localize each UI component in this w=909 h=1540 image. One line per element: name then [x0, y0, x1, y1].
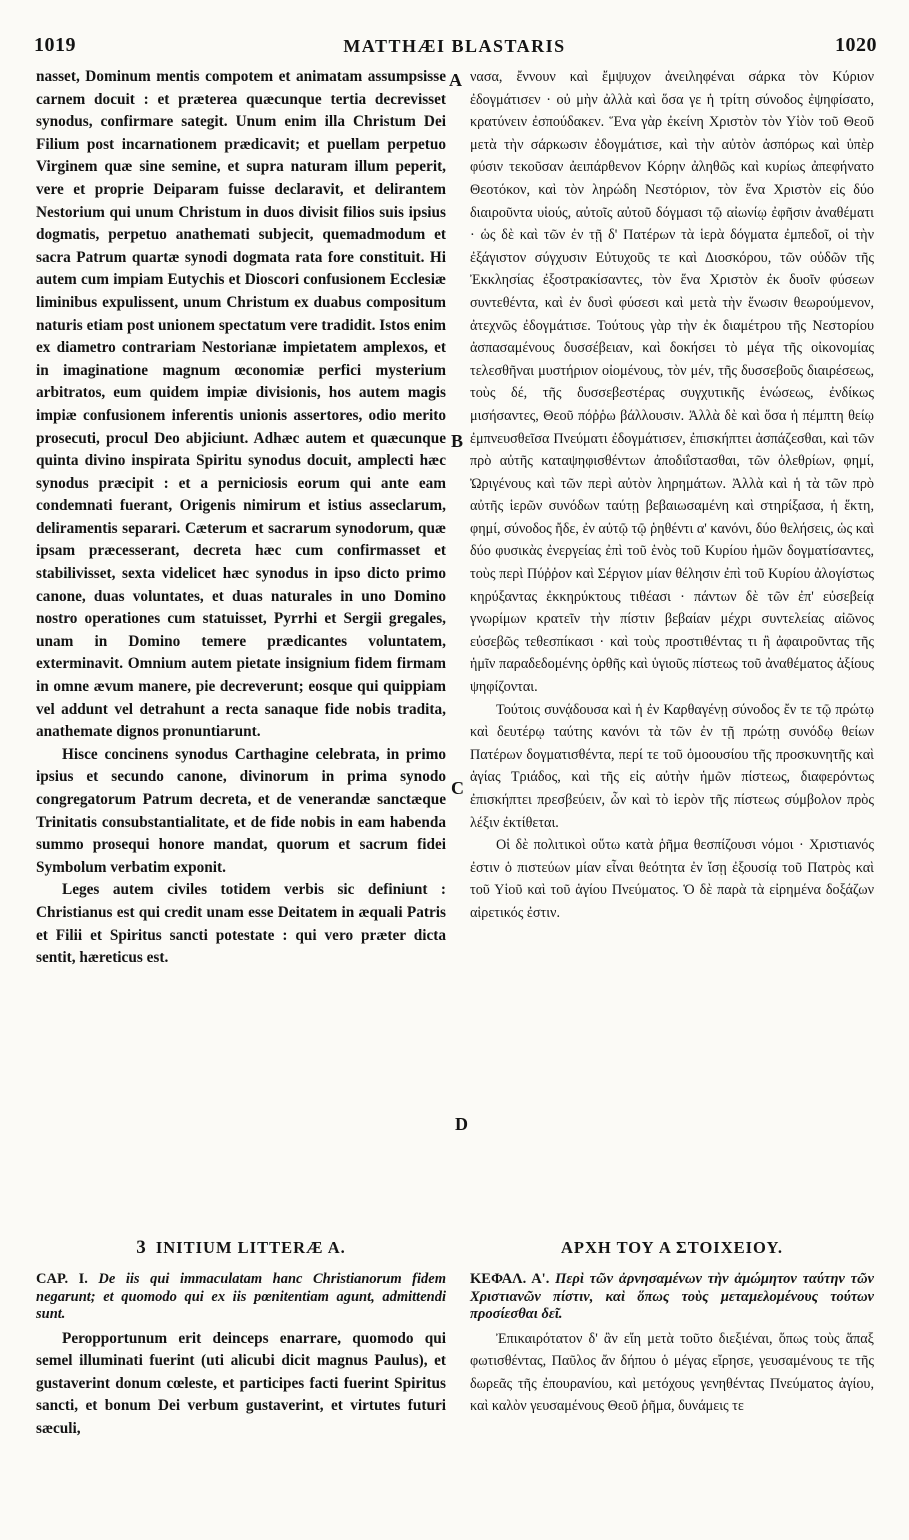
running-title: MATTHÆI BLASTARIS: [343, 36, 566, 56]
greek-chapter-heading: [470, 1271, 874, 1324]
latin-section-heading: [36, 1233, 446, 1263]
latin-paragraph-2: Hisce concinens synodus Carthagine celebrata, in primo ipsius et secundo canone, divinorum in prima synodo congregatorum Patrum decreta, et de venerandæ sanctæque Trinitatis consubstantialitate, et de fide nobis in eam habenda summo prosequi honore mandat, quorum et sacrum fidei Symbolum verbatim exponit.: [36, 745, 446, 876]
page-number-left: 1019: [34, 34, 76, 56]
margin-mark-c: C: [451, 778, 464, 798]
latin-paragraph-1: nasset, Dominum mentis compotem et animatam assumpsisse carnem docuit : et præterea quæcunque tertia decrevisset synodus, confirmare sategit. Unum enim illa Christum Dei Filium post incarnationem prædicavit; et puellam perpetuo Virginem quæ sine semine, et supra naturam illum peperit, vere et proprie Deiparam fuisse declaravit, et delirantem Nestorium qui unum Christum in duos divisit filios suis ipsius dogmatis, perpetuo anathemati subjecit, quemadmodum et sacra Patrum quartæ synodi dogmata rata fore constituit. Hi autem cum impiam Eutychis et Dioscori confusionem Ecclesiæ liminibus expulissent, unum Christum ex duabus compositum naturis etiam post unionem spectatum vere tradidit. Istos enim ex diametro contrariam Nestorianæ impietatem amplexos, et in imaginatione magnum œconomiæ perfici mysterium arbitratos, eum quidem impiæ divisionis, hos autem magis impiæ confusionem inferentis unionis assertores, odio merito prosecuti, procul Deo abjiciunt. Adhæc autem et quæcunque quinta divino inspirata Spiritu synodus docuit, amplecti hæc synodus præcipit : et a perniciosis eorum qui ante eam condemnati fuerant, Origenis nimirum et istius asseclarum, deliramentis separari. Cæterum et sacrarum synodorum, quæ ipsam præcesserant, decreta hæc cum confirmasset et stabilivisset, sexta videlicet hæc synodus in ipso dicto primo canone, duas voluntates, et duas naturales in uno Domino nostro operationes cum statuisset, Pyrrhi et Sergii gregales, unam in Domino temere prædicantes voluntatem, exterminavit. Omnium autem pietate insignium fidem firmam in omne ævum manere, pie decreverunt; eosque qui quippiam vel addunt vel detrahunt a recta sanaque fide nobis tradita, anathemate dignos pronuntiarunt.: [36, 68, 446, 741]
greek-paragraph-3: Οἱ δὲ πολιτικοὶ οὕτω κατὰ ῥῆμα θεσπίζουσι νόμοι · Χριστιανός ἐστιν ὁ πιστεύων μίαν εἶναι θεότητα ἐν ἴσῃ ἐξουσίᾳ τοῦ Πατρὸς καὶ τοῦ Υἱοῦ καὶ τοῦ ἁγίου Πνεύματος. Ὁ δὲ παρὰ τὰ εἰρημένα δοξάζων αἱρετικός ἐστιν.: [470, 837, 874, 921]
greek-chapter-title: Περὶ τῶν ἀρνησαμένων τὴν ἀμώμητον ταύτην τῶν Χριστιανῶν πίστιν, καὶ ὅπως τοὺς μεταμελομένους τούτων προσίεσθαι δεῖ.: [470, 1271, 874, 1322]
greek-column-bottom: [470, 1233, 874, 1418]
margin-mark-a: A: [449, 70, 462, 90]
section-number: 3: [136, 1237, 147, 1258]
greek-paragraph-2: Τούτοις συνᾴδουσα καὶ ἡ ἐν Καρθαγένῃ σύνοδος ἔν τε τῷ πρώτῳ καὶ δευτέρῳ ταύτης κανόνι τὰ τῶν ἐν τῇ πρώτῃ συνόδῳ θείων Πατέρων δογματισθέντα, περί τε τοῦ ὁμοουσίου τῆς προσκυνητῆς καὶ ἁγίας Τριάδος, καὶ τῆς εἰς αὐτὴν ἡμῶν πίστεως, διαφερόντως ἐπισκήπτει πρεσβεύειν, ὧν καὶ τὸ ἱερὸν τῆς πίστεως σύμβολον πρὸς λέξιν ἐκτίθεται.: [470, 701, 874, 831]
latin-chapter-title: De iis qui immaculatam hanc Christianorum fidem negarunt; et quomodo qui ex iis pœnitentiam agunt, admittendi sunt.: [36, 1271, 446, 1322]
margin-mark-d: D: [455, 1114, 468, 1134]
greek-paragraph-1: νασα, ἔννουν καὶ ἔμψυχον ἀνειληφέναι σάρκα τὸν Κύριον ἐδογμάτισεν · οὐ μὴν ἀλλὰ καὶ ὅσα γε ἡ τρίτη σύνοδος ἐψηφίσατο, κρατύνειν ἐσπούδακεν. Ἕνα γὰρ ἐκείνη Χριστὸν τὸν Υἱὸν τοῦ Θεοῦ μετὰ τὴν σάρκωσιν ἐδογμάτισε, καὶ τὴν αὐτὸν ἀσπόρως καὶ ὑπὲρ φύσιν τεκοῦσαν ἀειπάρθενον Κόρην ἀληθῶς καὶ κυρίως ἀπεφήνατο Θεοτόκον, καὶ τὸν ληρώδη Νεστόριον, τὸν ἕνα Χριστὸν εἰς δύο διαιροῦντα υἱούς, αὐτοῖς αὐτοῦ δόγμασι τῷ αἰωνίῳ ἐφῆσιν ἀναθέματι · ὡς δὲ καὶ τῶν ἐν τῇ δ' Πατέρων τὰ ἱερὰ δόγματα ἐμπεδοῖ, οἱ τὴν ἐξάγιστον σύγχυσιν Εὐτυχοῦς τε καὶ Διοσκόρου, τῶν οὐδῶν τῆς Ἐκκλησίας ἐξοστρακίσαντες, τὸν ἕνα Χριστὸν ἐκ δυοῖν φύσεων συντεθέντα, καὶ ἐν δυσὶ φύσεσι καὶ μετὰ τὴν ἕνωσιν θεωρούμενον, ἀτεχνῶς ἐδογμάτισε. Τούτους γὰρ τὴν ἐκ διαμέτρου τῆς Νεστορίου ἀσπασαμένους δυσσέβειαν, καὶ δοκήσει τὸ μέγα τῆς οἰκονομίας τελεσθῆναι μυστήριον οἰομένους, τὸν μέν, τῆς δυσσεβοῦς διαιρέσεως, τοὺς δέ, τῆς δυσσεβεστέρας συγχυτικῆς ἑνώσεως, ἐνδίκως μισήσαντες, Θεοῦ πόῤῥω βάλλουσιν. Ἀλλὰ δὲ καὶ ὅσα ἡ πέμπτη θείῳ ἐμπνευσθεῖσα Πνεύματι ἐδογμάτισεν, ἐπισκήπτει ἀσπάζεσθαι, καὶ τῶν πρὸ αὐτῆς καταψηφισθέντων ἀποδιΐστασθαι, τῶν ὀλεθρίων, φημί, Ὠριγένους καὶ τῶν περὶ αὐτὸν ληρημάτων. Ἀλλὰ καὶ ἡ τὰ τῶν πρὸ αὐτῆς ἱερῶν συνόδων ταύτῃ βεβαιωσαμένη καὶ στηρίξασα, ἡ ἕκτη, φημί, σύνοδος ἤδε, ἐν αὐτῷ τῷ ῥηθέντι α' κανόνι, δύο θελήσεις, ὡς καὶ δύο φυσικὰς ἐνεργείας ἐπὶ τοῦ ἑνὸς τοῦ Κυρίου ἡμῶν δογματίσαντες, τοὺς περὶ Πύῤῥον καὶ Σέργιον μίαν θέλησιν ἐπὶ τοῦ Κυρίου ἀλογίστως κηρύξαντας ἐκκηρύκτους τιθέασι · πάντων δὲ τῶν ἐπ' εὐσεβείᾳ γνωρίμων κρατεῖν τὴν πίστιν βεβαίαν μέχρι συντελείας αἰῶνος εὐσεβῶς τεθεσπίκασι · καὶ τοὺς προστιθέντας τι ἢ ἀφαιροῦντας τῆς ἡμῖν παραδεδομένης ὀρθῆς καὶ ὑγιοῦς πίστεως τοῦ ἀναθέματος ἀξίους ψηφίζονται.: [470, 69, 874, 696]
latin-paragraph-4: Peropportunum erit deinceps enarrare, quomodo qui semel illuminati fuerint (uti alicubi dicit magnus Paulus), et gustaverint donum cœleste, et participes facti fuerint Spiritus sancti, et bonum Dei verbum gustaverint, et virtutes futuri sæculi,: [36, 1329, 446, 1437]
latin-column-bottom: [36, 1233, 446, 1440]
page-number-right: 1020: [835, 34, 877, 56]
greek-section-heading: [470, 1233, 874, 1263]
greek-paragraph-4: Ἐπικαιρότατον δ' ἂν εἴη μετὰ τοῦτο διεξιέναι, ὅπως τοὺς ἅπαξ φωτισθέντας, Παῦλος ἄν δήπου ὁ μέγας εἴρησε, γευσαμένους τε τῆς δωρεᾶς τῆς ἐπουρανίου, καὶ μετόχους γενηθέντας Πνεύματος ἁγίου, καὶ καλὸν γευσαμένους Θεοῦ ῥῆμα, δυνάμεις τε: [470, 1330, 874, 1415]
latin-column-top: [36, 66, 446, 970]
greek-section-title: ΑΡΧΗ ΤΟΥ Α ΣΤΟΙΧΕΙΟΥ.: [561, 1238, 783, 1257]
latin-chapter-label: CAP. I.: [36, 1271, 88, 1287]
greek-chapter-label: ΚΕΦΑΛ. Α'.: [470, 1271, 550, 1287]
latin-section-title: INITIUM LITTERÆ A.: [155, 1238, 346, 1257]
latin-chapter-heading: [36, 1271, 446, 1324]
greek-column-top: [470, 66, 874, 925]
margin-mark-b: B: [451, 431, 464, 451]
running-header: [0, 28, 909, 58]
latin-paragraph-3: Leges autem civiles totidem verbis sic definiunt : Christianus est qui credit unam esse Deitatem in æquali Patris et Filii et Spiritus sancti potestate : qui vero præter dicta sentit, hæreticus est.: [36, 881, 446, 967]
